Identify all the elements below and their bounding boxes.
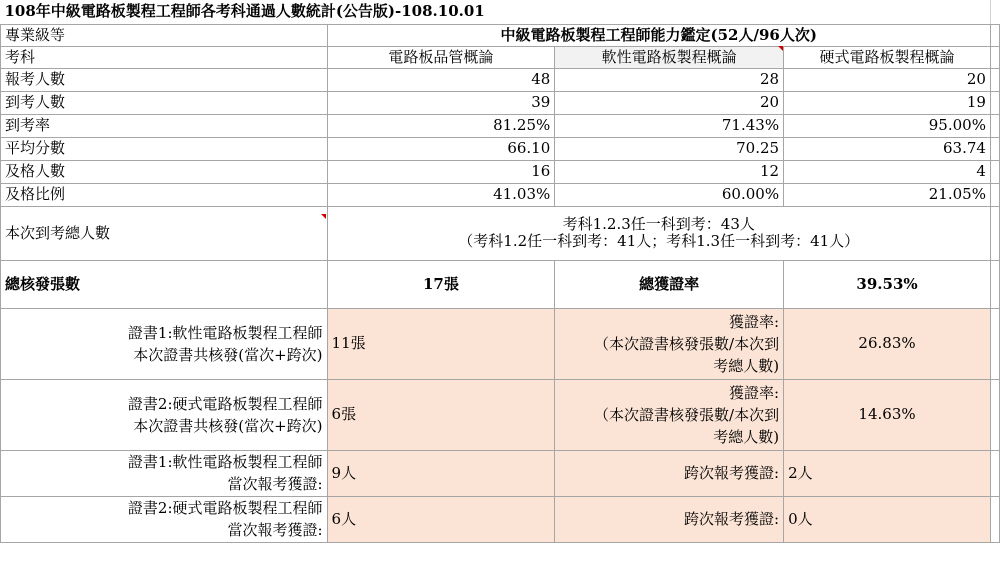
empty-cell[interactable] bbox=[990, 137, 999, 160]
stat-label[interactable]: 及格比例 bbox=[1, 183, 328, 206]
comment-marker-icon[interactable] bbox=[321, 214, 326, 219]
level-label[interactable]: 專業級等 bbox=[1, 24, 328, 46]
empty-cell[interactable] bbox=[990, 114, 999, 137]
stat-row bbox=[1, 183, 1000, 206]
stat-row bbox=[1, 160, 1000, 183]
cross-value[interactable]: 0人 bbox=[784, 496, 991, 542]
empty-cell[interactable] bbox=[990, 496, 999, 542]
rate-value[interactable]: 39.53% bbox=[784, 260, 991, 308]
summary-row bbox=[1, 260, 1000, 308]
comment-marker-icon[interactable] bbox=[778, 46, 783, 51]
stat-value[interactable]: 48 bbox=[327, 68, 555, 91]
certificate-label[interactable] bbox=[1, 379, 328, 450]
certificate-rate[interactable]: 14.63% bbox=[784, 379, 991, 450]
stat-value[interactable]: 4 bbox=[784, 160, 991, 183]
certificate-rate-label[interactable] bbox=[555, 308, 784, 379]
stat-value[interactable]: 70.25 bbox=[555, 137, 784, 160]
title-row bbox=[1, 0, 1000, 24]
attendance-row bbox=[1, 206, 1000, 260]
stat-row bbox=[1, 68, 1000, 91]
stat-value[interactable]: 41.03% bbox=[327, 183, 555, 206]
cross-label[interactable]: 跨次報考獲證: bbox=[555, 450, 784, 496]
certificate-name: 證書2:硬式電路板製程工程師 bbox=[127, 499, 323, 517]
cross-value[interactable]: 2人 bbox=[784, 450, 991, 496]
empty-cell[interactable] bbox=[990, 0, 999, 24]
stat-value[interactable]: 39 bbox=[327, 91, 555, 114]
empty-cell[interactable] bbox=[990, 379, 999, 450]
empty-cell[interactable] bbox=[990, 91, 999, 114]
subject-row bbox=[1, 46, 1000, 68]
subject-1[interactable]: 電路板品管概論 bbox=[327, 46, 555, 68]
empty-cell[interactable] bbox=[990, 160, 999, 183]
subject-3[interactable]: 硬式電路板製程概論 bbox=[784, 46, 991, 68]
attendance-label[interactable]: 本次到考總人數 bbox=[1, 206, 328, 260]
certificate-name: 證書1:軟性電路板製程工程師 bbox=[127, 323, 323, 342]
subject-label[interactable]: 考科 bbox=[1, 46, 328, 68]
issued-label[interactable]: 總核發張數 bbox=[1, 260, 328, 308]
subject-2[interactable]: 軟性電路板製程概論 bbox=[555, 46, 784, 68]
empty-cell[interactable] bbox=[990, 206, 999, 260]
stat-row bbox=[1, 137, 1000, 160]
onsite-label[interactable] bbox=[1, 496, 328, 542]
certificate-count[interactable]: 11張 bbox=[327, 308, 555, 379]
stat-value[interactable]: 19 bbox=[784, 91, 991, 114]
stat-value[interactable]: 12 bbox=[555, 160, 784, 183]
certificate-count[interactable]: 6張 bbox=[327, 379, 555, 450]
stat-label[interactable]: 到考率 bbox=[1, 114, 328, 137]
stat-value[interactable]: 81.25% bbox=[327, 114, 555, 137]
certificate-name: 證書2:硬式電路板製程工程師 bbox=[127, 394, 323, 413]
sheet-title[interactable]: 108年中級電路板製程工程師各考科通過人數統計(公告版)-108.10.01 bbox=[1, 0, 991, 24]
cross-label[interactable]: 跨次報考獲證: bbox=[555, 496, 784, 542]
rate-line: 獲證率: bbox=[729, 312, 780, 331]
level-value[interactable]: 中級電路板製程工程師能力鑑定(52人/96人次) bbox=[327, 24, 990, 46]
certificate-label[interactable] bbox=[1, 308, 328, 379]
stat-label[interactable]: 平均分數 bbox=[1, 137, 328, 160]
stat-value[interactable]: 21.05% bbox=[784, 183, 991, 206]
stat-row bbox=[1, 114, 1000, 137]
stat-value[interactable]: 20 bbox=[784, 68, 991, 91]
rate-line: （本次證書核發張數/本次到 bbox=[594, 405, 780, 424]
stat-label[interactable]: 及格人數 bbox=[1, 160, 328, 183]
empty-cell[interactable] bbox=[990, 260, 999, 308]
stat-value[interactable]: 66.10 bbox=[327, 137, 555, 160]
certificate-rate[interactable]: 26.83% bbox=[784, 308, 991, 379]
empty-cell[interactable] bbox=[990, 46, 999, 68]
level-row bbox=[1, 24, 1000, 46]
certificate-rate-label[interactable] bbox=[555, 379, 784, 450]
stat-value[interactable]: 28 bbox=[555, 68, 784, 91]
empty-cell[interactable] bbox=[990, 24, 999, 46]
empty-cell[interactable] bbox=[990, 450, 999, 496]
attendance-value[interactable] bbox=[327, 206, 990, 260]
certificate-name: 證書1:軟性電路板製程工程師 bbox=[127, 453, 323, 471]
onsite-label[interactable] bbox=[1, 450, 328, 496]
stat-label[interactable]: 到考人數 bbox=[1, 91, 328, 114]
empty-cell[interactable] bbox=[990, 308, 999, 379]
stat-value[interactable]: 95.00% bbox=[784, 114, 991, 137]
rate-label[interactable]: 總獲證率 bbox=[555, 260, 784, 308]
rate-line: （本次證書核發張數/本次到 bbox=[594, 334, 780, 353]
onsite-count[interactable]: 6人 bbox=[327, 496, 555, 542]
stat-value[interactable]: 20 bbox=[555, 91, 784, 114]
rate-line: 獲證率: bbox=[729, 383, 780, 402]
empty-cell[interactable] bbox=[990, 183, 999, 206]
stat-row bbox=[1, 91, 1000, 114]
stat-label[interactable]: 報考人數 bbox=[1, 68, 328, 91]
attendance-line-2: （考科1.2任一科到考：41人；考科1.3任一科到考：41人） bbox=[458, 232, 860, 250]
certificate-desc: 本次證書共核發(當次+跨次) bbox=[133, 416, 323, 435]
stat-value[interactable]: 16 bbox=[327, 160, 555, 183]
stat-value[interactable]: 63.74 bbox=[784, 137, 991, 160]
certificate-row bbox=[1, 308, 1000, 379]
onsite-row bbox=[1, 450, 1000, 496]
stat-value[interactable]: 71.43% bbox=[555, 114, 784, 137]
empty-cell[interactable] bbox=[990, 68, 999, 91]
attendance-line-1: 考科1.2.3任一科到考：43人 bbox=[562, 215, 755, 233]
onsite-desc: 當次報考獲證: bbox=[227, 521, 323, 539]
onsite-desc: 當次報考獲證: bbox=[227, 475, 323, 493]
stat-value[interactable]: 60.00% bbox=[555, 183, 784, 206]
rate-line: 考總人數) bbox=[713, 356, 780, 375]
onsite-row bbox=[1, 496, 1000, 542]
issued-value[interactable]: 17張 bbox=[327, 260, 555, 308]
certificate-desc: 本次證書共核發(當次+跨次) bbox=[133, 345, 323, 364]
onsite-count[interactable]: 9人 bbox=[327, 450, 555, 496]
rate-line: 考總人數) bbox=[713, 427, 780, 446]
certificate-row bbox=[1, 379, 1000, 450]
